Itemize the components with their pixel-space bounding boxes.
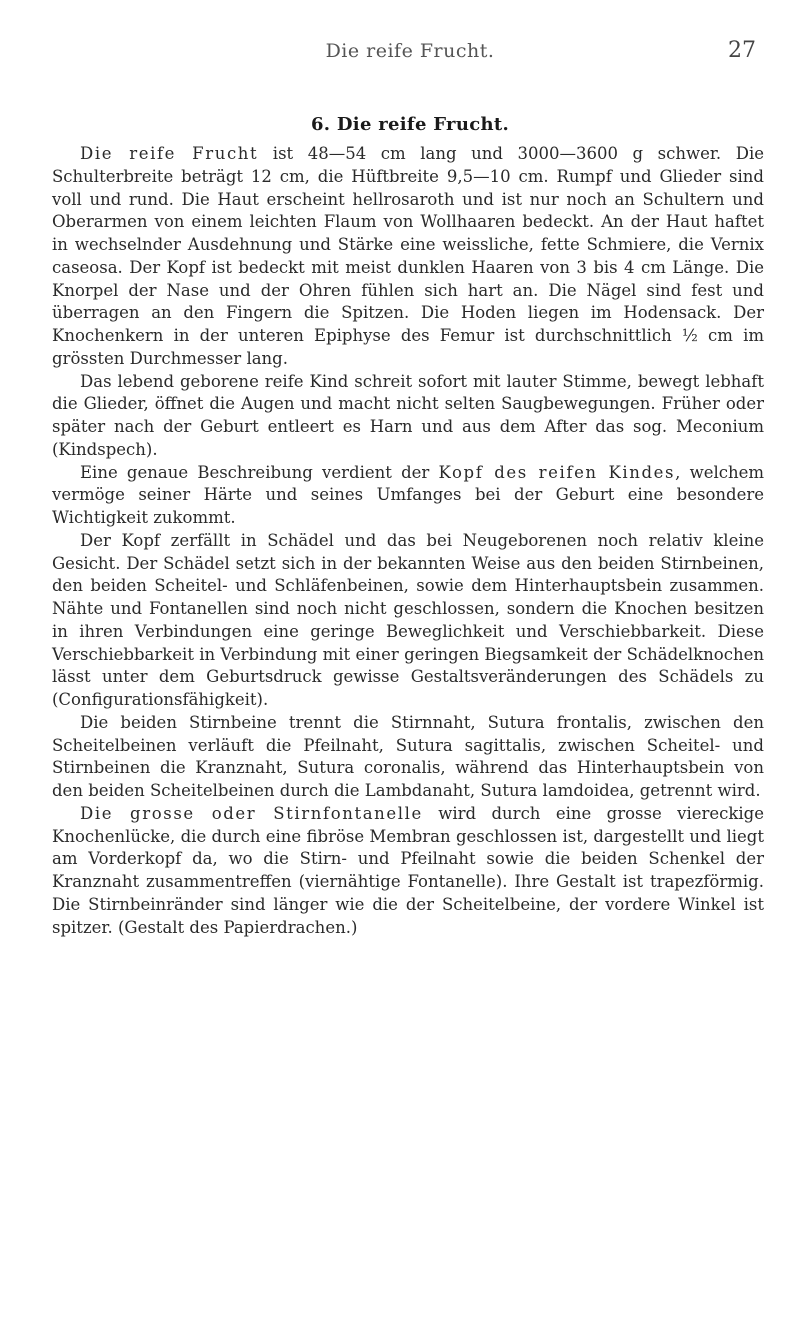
running-head-title: Die reife Frucht. — [325, 40, 495, 62]
running-head — [60, 40, 760, 70]
paragraph-skull — [52, 530, 764, 712]
paragraph-mature-fetus — [52, 143, 764, 371]
paragraph-text: , welchem vermöge seiner Härte und seines Umfanges bei der Geburt eine besondere Wichtigkeit zukommt. — [52, 462, 765, 527]
spaced-term: Die grosse oder Stirnfontanelle — [80, 803, 423, 823]
paragraph-text: Der Kopf zerfällt in Schädel und das bei Neugeborenen noch relativ kleine Gesicht. Der Schädel setzt sich in der bekannten Weise aus den beiden Stirnbeinen, den beiden Scheitel- und Schläfenbeinen, sowie dem Hinterhauptsbein zusammen. Nähte und Fontanellen sind noch nicht geschlossen, sondern die Knochen besitzen in ihren Verbindungen eine geringe Beweglichkeit und Verschiebbarkeit. Diese Verschiebbarkeit in Verbindung mit einer geringen Biegsamkeit der Schädelknochen lässt unter dem Geburtsdruck gewisse Gestaltsveränderungen des Schädels zu (Configurationsfähigkeit). — [52, 530, 764, 709]
paragraph-fontanelle — [52, 803, 764, 940]
paragraph-text: ist 48—54 cm lang und 3000—3600 g schwer. Die Schulterbreite beträgt 12 cm, die Hüftbreite 9,5—10 cm. Rumpf und Glieder sind voll und rund. Die Haut erscheint hellrosaroth und ist nur noch an Schultern und Oberarmen von einem leichten Flaum von Wollhaaren bedeckt. An der Haut haftet in wechselnder Ausdehnung und Stärke eine weissliche, fette Schmiere, die Vernix caseosa. Der Kopf ist bedeckt mit meist dunklen Haaren von 3 bis 4 cm Länge. Die Knorpel der Nase und der Ohren fühlen sich hart an. Die Nägel sind fest und überragen an den Fingern die Spitzen. Die Hoden liegen im Hodensack. Der Knochenkern in der unteren Epiphyse des Femur ist durchschnittlich ½ cm im grössten Durchmesser lang. — [52, 144, 764, 368]
paragraph-newborn-behaviour — [52, 371, 764, 462]
paragraph-sutures — [52, 712, 764, 803]
paragraph-text: Eine genaue Beschreibung verdient der — [80, 462, 439, 482]
spaced-term: Kopf des reifen Kindes — [438, 462, 676, 482]
spaced-term: Die reife Frucht — [80, 144, 259, 163]
paragraph-text: wird durch eine grosse viereckige Knochenlücke, die durch eine fibröse Membran geschlossen ist, dargestellt und liegt am Vorderkopf da, wo die Stirn- und Pfeilnaht sowie die beiden Schenkel der Kranznaht zusammentreffen (viernähtige Fontanelle). Ihre Gestalt ist trapezförmig. Die Stirnbeinränder sind länger wie die der Scheitelbeine, der vordere Winkel ist spitzer. (Gestalt des Papierdrachen.) — [52, 803, 764, 937]
section-heading: 6. Die reife Frucht. — [310, 114, 510, 135]
paragraph-text: Das lebend geborene reife Kind schreit sofort mit lauter Stimme, bewegt lebhaft die Glieder, öffnet die Augen und macht nicht selten Saugbewegungen. Früher oder später nach der Geburt entleert es Harn und aus dem After das sog. Meconium (Kindspech). — [52, 371, 764, 459]
paragraph-head-intro — [52, 462, 764, 530]
body-text — [52, 143, 764, 939]
paragraph-text: Die beiden Stirnbeine trennt die Stirnnaht, Sutura frontalis, zwischen den Scheitelbeinen verläuft die Pfeilnaht, Sutura sagittalis, zwischen Scheitel- und Stirnbeinen die Kranznaht, Sutura coronalis, während das Hinterhauptsbein von den beiden Scheitelbeinen durch die Lambdanaht, Sutura lamdoidea, getrennt wird. — [52, 712, 764, 800]
page-number: 27 — [728, 38, 756, 63]
